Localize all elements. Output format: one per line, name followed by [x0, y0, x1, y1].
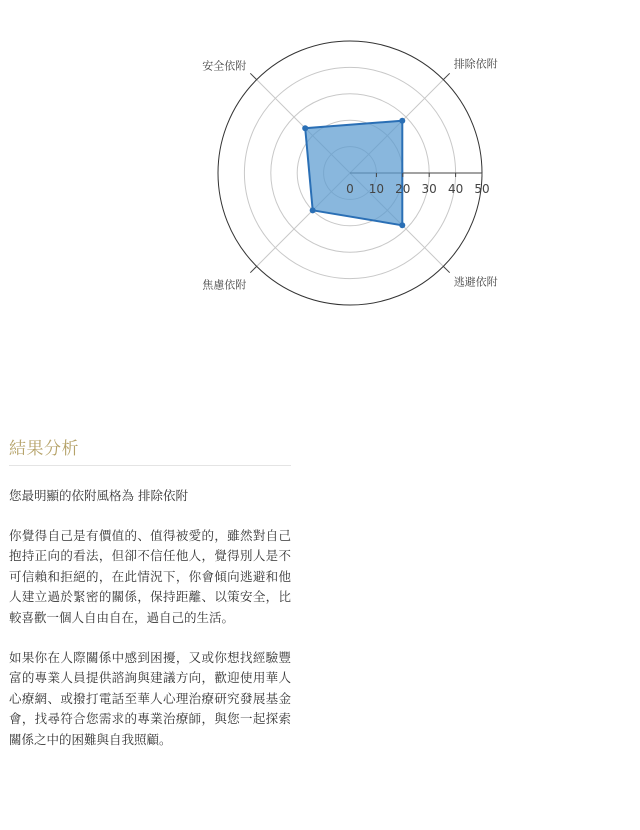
- data-point: [310, 207, 316, 213]
- radial-tick-label: 30: [421, 182, 437, 196]
- data-point: [399, 118, 405, 124]
- result-title: 結果分析: [9, 432, 291, 466]
- result-paragraph-1: 你覺得自己是有價值的、值得被愛的，雖然對自己抱持正向的看法，但卻不信任他人，覺得別人是不可信賴和拒絕的，在此情況下，你會傾向逃避和他人建立過於緊密的關係，保持距離、以策安全，比較喜歡一個人自由自在，過自己的生活。: [9, 528, 291, 625]
- radial-tick-label: 0: [346, 182, 354, 196]
- axis-label: 逃避依附: [453, 275, 498, 289]
- axis-leader: [250, 266, 256, 272]
- radar-chart: [0, 0, 640, 330]
- radial-tick-label: 50: [474, 182, 490, 196]
- radial-tick-label: 10: [368, 182, 385, 196]
- axis-leader: [443, 266, 449, 272]
- axis-label: 焦慮依附: [202, 278, 247, 292]
- result-paragraph-2: 如果你在人際關係中感到困擾，又或你想找經驗豐富的專業人員提供諮詢與建議方向，歡迎使用華人心療網、或撥打電話至華人心理治療研究發展基金會，找尋符合您需求的專業治療師，與您一起探索關係之中的困難與自我照顧。: [9, 650, 291, 747]
- data-point: [399, 222, 405, 228]
- result-section: [9, 432, 291, 750]
- data-point: [302, 125, 308, 131]
- axis-leader: [250, 73, 256, 79]
- radial-tick-label: 20: [395, 182, 411, 196]
- axis-label: 排除依附: [453, 57, 498, 71]
- result-summary: 您最明顯的依附風格為 排除依附: [9, 488, 188, 503]
- axis-label: 安全依附: [202, 59, 247, 73]
- radial-tick-label: 40: [447, 182, 464, 196]
- data-area: [305, 121, 402, 226]
- axis-leader: [443, 73, 449, 79]
